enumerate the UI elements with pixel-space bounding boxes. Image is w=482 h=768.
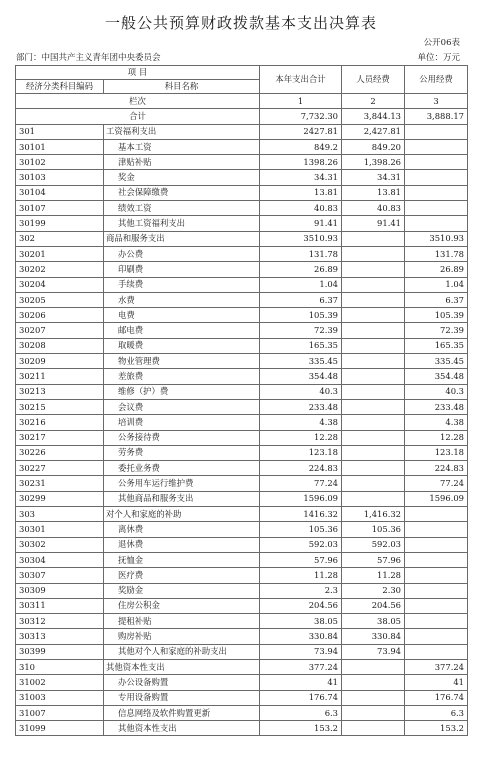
table-row <box>16 491 468 506</box>
row-personnel: 1,416.32 <box>342 507 405 522</box>
row-subject-name: 取暖费 <box>104 338 260 353</box>
header-personnel: 人员经费 <box>342 66 405 94</box>
row-public: 72.39 <box>405 323 468 338</box>
column-index-label: 栏次 <box>16 94 260 109</box>
row-code: 30301 <box>16 522 104 537</box>
table-row <box>16 323 468 338</box>
row-subject-name: 购房补贴 <box>104 629 260 644</box>
row-total: 1596.09 <box>260 491 342 506</box>
table-row <box>16 308 468 323</box>
row-subject-name: 住房公积金 <box>104 598 260 613</box>
table-row <box>16 721 468 736</box>
row-code: 30204 <box>16 277 104 292</box>
table-row <box>16 170 468 185</box>
row-code: 30399 <box>16 644 104 659</box>
row-personnel <box>342 445 405 460</box>
row-subject-name: 印刷费 <box>104 262 260 277</box>
row-personnel <box>342 231 405 246</box>
row-public: 165.35 <box>405 338 468 353</box>
header-project: 项 目 <box>16 66 260 80</box>
column-index-row <box>16 94 468 109</box>
row-code: 30231 <box>16 476 104 491</box>
table-row <box>16 461 468 476</box>
table-row <box>16 415 468 430</box>
row-public: 41 <box>405 675 468 690</box>
row-subject-name: 商品和服务支出 <box>104 231 260 246</box>
row-personnel: 13.81 <box>342 185 405 200</box>
row-subject-name: 其他资本性支出 <box>104 659 260 674</box>
table-row <box>16 476 468 491</box>
row-personnel: 849.20 <box>342 139 405 154</box>
row-total: 176.74 <box>260 690 342 705</box>
row-code: 30102 <box>16 155 104 170</box>
row-personnel <box>342 277 405 292</box>
row-code: 31002 <box>16 675 104 690</box>
row-subject-name: 办公费 <box>104 246 260 261</box>
table-row <box>16 445 468 460</box>
row-subject-name: 维修（护）费 <box>104 384 260 399</box>
table-row <box>16 185 468 200</box>
row-personnel: 73.94 <box>342 644 405 659</box>
table-row <box>16 614 468 629</box>
row-personnel <box>342 292 405 307</box>
table-row <box>16 659 468 674</box>
row-code: 31003 <box>16 690 104 705</box>
table-row <box>16 598 468 613</box>
header-econ-code: 经济分类科目编码 <box>16 80 104 94</box>
table-row <box>16 705 468 720</box>
row-public <box>405 629 468 644</box>
row-public: 335.45 <box>405 354 468 369</box>
row-total: 11.28 <box>260 568 342 583</box>
row-code: 30103 <box>16 170 104 185</box>
table-row <box>16 430 468 445</box>
header-public: 公用经费 <box>405 66 468 94</box>
row-public <box>405 522 468 537</box>
table-row <box>16 690 468 705</box>
row-public: 176.74 <box>405 690 468 705</box>
row-total: 4.38 <box>260 415 342 430</box>
row-public <box>405 124 468 139</box>
row-code: 31099 <box>16 721 104 736</box>
row-subject-name: 基本工资 <box>104 139 260 154</box>
row-code: 310 <box>16 659 104 674</box>
table-row <box>16 155 468 170</box>
row-public: 6.37 <box>405 292 468 307</box>
row-subject-name: 抚恤金 <box>104 552 260 567</box>
page-title: 一般公共预算财政拨款基本支出决算表 <box>104 14 377 32</box>
table-row <box>16 568 468 583</box>
table-row <box>16 201 468 216</box>
row-personnel <box>342 705 405 720</box>
row-public: 1.04 <box>405 277 468 292</box>
row-code: 301 <box>16 124 104 139</box>
sum-personnel: 3,844.13 <box>342 109 405 124</box>
expenditure-table <box>15 65 468 736</box>
table-row <box>16 629 468 644</box>
row-personnel <box>342 721 405 736</box>
table-row <box>16 354 468 369</box>
row-public: 4.38 <box>405 415 468 430</box>
row-code: 30309 <box>16 583 104 598</box>
row-public <box>405 170 468 185</box>
row-public <box>405 598 468 613</box>
table-row <box>16 399 468 414</box>
header-subject-name: 科目名称 <box>104 80 260 94</box>
row-total: 12.28 <box>260 430 342 445</box>
row-subject-name: 物业管理费 <box>104 354 260 369</box>
row-personnel: 40.83 <box>342 201 405 216</box>
row-subject-name: 工资福利支出 <box>104 124 260 139</box>
row-public: 40.3 <box>405 384 468 399</box>
row-code: 30107 <box>16 201 104 216</box>
row-code: 30213 <box>16 384 104 399</box>
column-index-2: 2 <box>342 94 405 109</box>
row-public: 12.28 <box>405 430 468 445</box>
row-code: 30206 <box>16 308 104 323</box>
table-row <box>16 124 468 139</box>
row-total: 3510.93 <box>260 231 342 246</box>
row-total: 26.89 <box>260 262 342 277</box>
row-subject-name: 退休费 <box>104 537 260 552</box>
row-subject-name: 劳务费 <box>104 445 260 460</box>
row-total: 105.39 <box>260 308 342 323</box>
row-total: 1.04 <box>260 277 342 292</box>
row-subject-name: 手续费 <box>104 277 260 292</box>
row-code: 303 <box>16 507 104 522</box>
row-public: 224.83 <box>405 461 468 476</box>
table-row <box>16 552 468 567</box>
row-personnel <box>342 308 405 323</box>
row-public: 6.3 <box>405 705 468 720</box>
row-code: 30208 <box>16 338 104 353</box>
table-row <box>16 231 468 246</box>
row-personnel <box>342 323 405 338</box>
row-public <box>405 644 468 659</box>
row-code: 30226 <box>16 445 104 460</box>
row-code: 30205 <box>16 292 104 307</box>
row-code: 30217 <box>16 430 104 445</box>
sum-total: 7,732.30 <box>260 109 342 124</box>
row-public <box>405 185 468 200</box>
row-code: 30307 <box>16 568 104 583</box>
row-total: 131.78 <box>260 246 342 261</box>
row-public: 354.48 <box>405 369 468 384</box>
row-public <box>405 139 468 154</box>
row-total: 6.37 <box>260 292 342 307</box>
row-subject-name: 医疗费 <box>104 568 260 583</box>
row-public <box>405 155 468 170</box>
row-subject-name: 会议费 <box>104 399 260 414</box>
table-row <box>16 384 468 399</box>
row-total: 72.39 <box>260 323 342 338</box>
row-code: 30313 <box>16 629 104 644</box>
row-subject-name: 奖励金 <box>104 583 260 598</box>
row-subject-name: 离休费 <box>104 522 260 537</box>
row-code: 30304 <box>16 552 104 567</box>
row-total: 73.94 <box>260 644 342 659</box>
row-public <box>405 568 468 583</box>
row-total: 91.41 <box>260 216 342 231</box>
row-personnel: 38.05 <box>342 614 405 629</box>
row-subject-name: 其他商品和服务支出 <box>104 491 260 506</box>
row-total: 13.81 <box>260 185 342 200</box>
row-personnel <box>342 384 405 399</box>
row-code: 30299 <box>16 491 104 506</box>
row-personnel: 105.36 <box>342 522 405 537</box>
row-subject-name: 其他对个人和家庭的补助支出 <box>104 644 260 659</box>
row-code: 30207 <box>16 323 104 338</box>
row-public: 131.78 <box>405 246 468 261</box>
sum-label: 合计 <box>16 109 260 124</box>
table-row <box>16 537 468 552</box>
row-personnel: 11.28 <box>342 568 405 583</box>
header-total: 本年支出合计 <box>260 66 342 94</box>
row-public: 153.2 <box>405 721 468 736</box>
row-subject-name: 公务接待费 <box>104 430 260 445</box>
row-total: 224.83 <box>260 461 342 476</box>
row-subject-name: 信息网络及软件购置更新 <box>104 705 260 720</box>
row-personnel: 2.30 <box>342 583 405 598</box>
row-total: 40.3 <box>260 384 342 399</box>
row-personnel <box>342 262 405 277</box>
row-subject-name: 差旅费 <box>104 369 260 384</box>
row-personnel: 91.41 <box>342 216 405 231</box>
table-row <box>16 644 468 659</box>
row-total: 57.96 <box>260 552 342 567</box>
row-total: 233.48 <box>260 399 342 414</box>
row-public: 377.24 <box>405 659 468 674</box>
table-row <box>16 292 468 307</box>
row-public: 123.18 <box>405 445 468 460</box>
table-row <box>16 277 468 292</box>
row-code: 30215 <box>16 399 104 414</box>
row-total: 105.36 <box>260 522 342 537</box>
row-subject-name: 办公设备购置 <box>104 675 260 690</box>
row-subject-name: 绩效工资 <box>104 201 260 216</box>
row-personnel <box>342 415 405 430</box>
table-row <box>16 507 468 522</box>
row-public <box>405 201 468 216</box>
row-personnel: 330.84 <box>342 629 405 644</box>
row-personnel <box>342 354 405 369</box>
row-personnel: 34.31 <box>342 170 405 185</box>
table-row <box>16 246 468 261</box>
row-subject-name: 奖金 <box>104 170 260 185</box>
table-row <box>16 338 468 353</box>
row-code: 30216 <box>16 415 104 430</box>
row-public: 3510.93 <box>405 231 468 246</box>
row-subject-name: 委托业务费 <box>104 461 260 476</box>
table-row <box>16 583 468 598</box>
row-total: 335.45 <box>260 354 342 369</box>
row-code: 30209 <box>16 354 104 369</box>
row-code: 31007 <box>16 705 104 720</box>
row-code: 30199 <box>16 216 104 231</box>
row-personnel <box>342 675 405 690</box>
row-personnel: 2,427.81 <box>342 124 405 139</box>
row-total: 34.31 <box>260 170 342 185</box>
row-subject-name: 水费 <box>104 292 260 307</box>
row-code: 30202 <box>16 262 104 277</box>
row-total: 77.24 <box>260 476 342 491</box>
row-code: 30302 <box>16 537 104 552</box>
row-code: 30211 <box>16 369 104 384</box>
row-personnel <box>342 491 405 506</box>
row-total: 2.3 <box>260 583 342 598</box>
department-label: 部门：中国共产主义青年团中央委员会 <box>16 53 161 63</box>
row-public <box>405 552 468 567</box>
row-personnel <box>342 659 405 674</box>
row-personnel <box>342 690 405 705</box>
row-total: 849.2 <box>260 139 342 154</box>
row-public: 233.48 <box>405 399 468 414</box>
row-personnel <box>342 430 405 445</box>
row-subject-name: 电费 <box>104 308 260 323</box>
row-total: 2427.81 <box>260 124 342 139</box>
row-total: 330.84 <box>260 629 342 644</box>
row-public <box>405 537 468 552</box>
row-subject-name: 专用设备购置 <box>104 690 260 705</box>
row-public <box>405 614 468 629</box>
table-row <box>16 369 468 384</box>
row-total: 165.35 <box>260 338 342 353</box>
row-total: 204.56 <box>260 598 342 613</box>
row-subject-name: 公务用车运行维护费 <box>104 476 260 491</box>
row-subject-name: 对个人和家庭的补助 <box>104 507 260 522</box>
row-total: 1416.32 <box>260 507 342 522</box>
row-code: 30311 <box>16 598 104 613</box>
row-subject-name: 其他资本性支出 <box>104 721 260 736</box>
row-subject-name: 津贴补贴 <box>104 155 260 170</box>
row-public <box>405 507 468 522</box>
row-code: 30227 <box>16 461 104 476</box>
row-total: 41 <box>260 675 342 690</box>
row-personnel: 204.56 <box>342 598 405 613</box>
row-total: 377.24 <box>260 659 342 674</box>
unit-label: 单位：万元 <box>417 53 460 63</box>
row-total: 1398.26 <box>260 155 342 170</box>
table-row <box>16 522 468 537</box>
row-subject-name: 提租补贴 <box>104 614 260 629</box>
row-personnel <box>342 476 405 491</box>
row-total: 123.18 <box>260 445 342 460</box>
table-row <box>16 262 468 277</box>
row-total: 40.83 <box>260 201 342 216</box>
form-code: 公开06表 <box>423 38 460 48</box>
row-personnel <box>342 338 405 353</box>
sum-public: 3,888.17 <box>405 109 468 124</box>
row-total: 153.2 <box>260 721 342 736</box>
row-total: 6.3 <box>260 705 342 720</box>
row-code: 302 <box>16 231 104 246</box>
row-public: 1596.09 <box>405 491 468 506</box>
row-personnel <box>342 246 405 261</box>
row-public: 105.39 <box>405 308 468 323</box>
sum-row <box>16 109 468 124</box>
row-personnel <box>342 369 405 384</box>
row-total: 592.03 <box>260 537 342 552</box>
row-personnel <box>342 461 405 476</box>
row-subject-name: 社会保障缴费 <box>104 185 260 200</box>
row-public: 26.89 <box>405 262 468 277</box>
row-public: 77.24 <box>405 476 468 491</box>
table-row <box>16 216 468 231</box>
row-code: 30101 <box>16 139 104 154</box>
row-subject-name: 其他工资福利支出 <box>104 216 260 231</box>
row-total: 38.05 <box>260 614 342 629</box>
table-row <box>16 675 468 690</box>
row-total: 354.48 <box>260 369 342 384</box>
column-index-3: 3 <box>405 94 468 109</box>
table-row <box>16 139 468 154</box>
row-subject-name: 培训费 <box>104 415 260 430</box>
header-row-1 <box>16 66 468 80</box>
row-personnel <box>342 399 405 414</box>
row-personnel: 592.03 <box>342 537 405 552</box>
row-public <box>405 216 468 231</box>
column-index-1: 1 <box>260 94 342 109</box>
row-subject-name: 邮电费 <box>104 323 260 338</box>
row-personnel: 1,398.26 <box>342 155 405 170</box>
row-code: 30104 <box>16 185 104 200</box>
row-code: 30312 <box>16 614 104 629</box>
row-personnel: 57.96 <box>342 552 405 567</box>
row-code: 30201 <box>16 246 104 261</box>
row-public <box>405 583 468 598</box>
